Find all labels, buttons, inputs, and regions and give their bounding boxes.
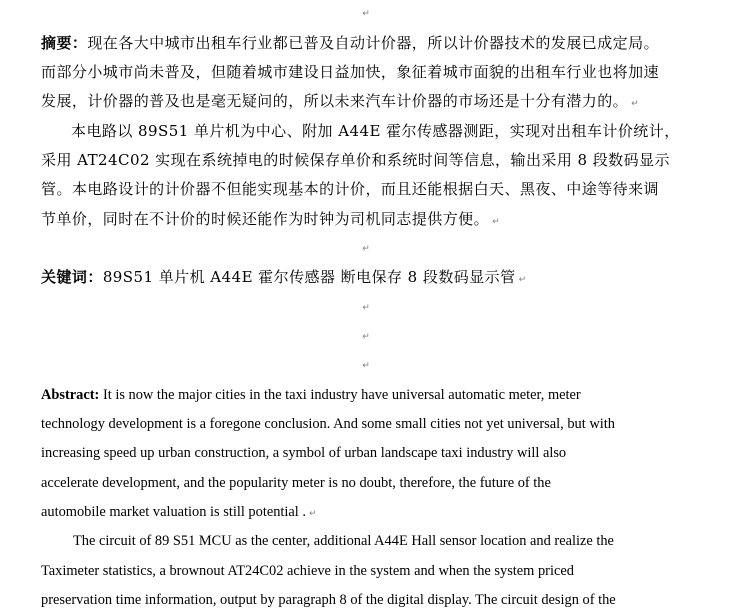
- zh-circuit-text: 节单价，同时在不计价的时候还能作为时钟为司机同志提供方便。: [41, 210, 490, 228]
- zh-circuit-line-2: 采用 AT24C02 实现在系统掉电的时候保存单价和系统时间等信息，输出采用 8 段数码显示: [41, 151, 670, 169]
- zh-keywords-text: 89S51 单片机 A44E 霍尔传感器 断电保存 8 段数码显示管: [102, 268, 516, 286]
- paragraph-mark: ↵: [362, 244, 370, 254]
- zh-keywords-label: 关键词：: [41, 268, 103, 286]
- paragraph-mark: ↵: [631, 99, 640, 109]
- en-circuit-line-3: preservation time information, output by paragraph 8 of the digital display. The circuit design of the: [41, 592, 616, 608]
- zh-abstract-line-2: 而部分小城市尚未普及，但随着城市建设日益加快，象征着城市面貌的出租车行业也将加速: [41, 63, 660, 81]
- zh-abstract-line-3: [41, 91, 639, 114]
- zh-abstract-text: 现在各大中城市出租车行业都已普及自动计价器，所以计价器技术的发展已成定局。: [87, 34, 660, 52]
- en-circuit-line-2: Taximeter statistics, a brownout AT24C02 achieve in the system and when the system priced: [41, 563, 574, 579]
- zh-abstract-line-1: [41, 33, 659, 53]
- zh-circuit-line-1: 本电路以 89S51 单片机为中心、附加 A44E 霍尔传感器测距，实现对出租车计价统计，: [71, 122, 680, 140]
- paragraph-mark: ↵: [362, 303, 370, 313]
- en-circuit-line-1: The circuit of 89 S51 MCU as the center, additional A44E Hall sensor location and realize the: [73, 533, 614, 549]
- zh-abstract-label: 摘要：: [41, 34, 88, 52]
- en-abstract-text: It is now the major cities in the taxi industry have universal automatic meter, meter: [99, 387, 581, 403]
- en-abstract-line-3: increasing speed up urban construction, a symbol of urban landscape taxi industry will also: [41, 445, 567, 461]
- zh-abstract-text: 发展，计价器的普及也是毫无疑问的，所以未来汽车计价器的市场还是十分有潜力的。: [41, 92, 629, 110]
- paragraph-mark: ↵: [518, 275, 527, 285]
- paragraph-mark: ↵: [362, 9, 370, 19]
- en-abstract-line-4: accelerate development, and the popularity meter is no doubt, therefore, the future of the: [41, 475, 551, 491]
- paragraph-mark: ↵: [362, 332, 370, 342]
- en-abstract-line-2: technology development is a foregone conclusion. And some small cities not yet universal, but with: [41, 416, 615, 432]
- zh-circuit-line-3: 管。本电路设计的计价器不但能实现基本的计价，而且还能根据白天、黑夜、中途等待来调: [41, 180, 660, 198]
- paragraph-mark: ↵: [308, 509, 317, 519]
- en-abstract-label: Abstract:: [41, 387, 100, 403]
- zh-circuit-line-4: [41, 209, 500, 232]
- en-abstract-line-1: [41, 386, 581, 404]
- en-abstract-text: automobile market valuation is still potential .: [41, 504, 306, 520]
- zh-keywords-line: [41, 267, 527, 290]
- en-abstract-line-5: [41, 503, 317, 523]
- paragraph-mark: ↵: [492, 217, 501, 227]
- paragraph-mark: ↵: [362, 361, 370, 371]
